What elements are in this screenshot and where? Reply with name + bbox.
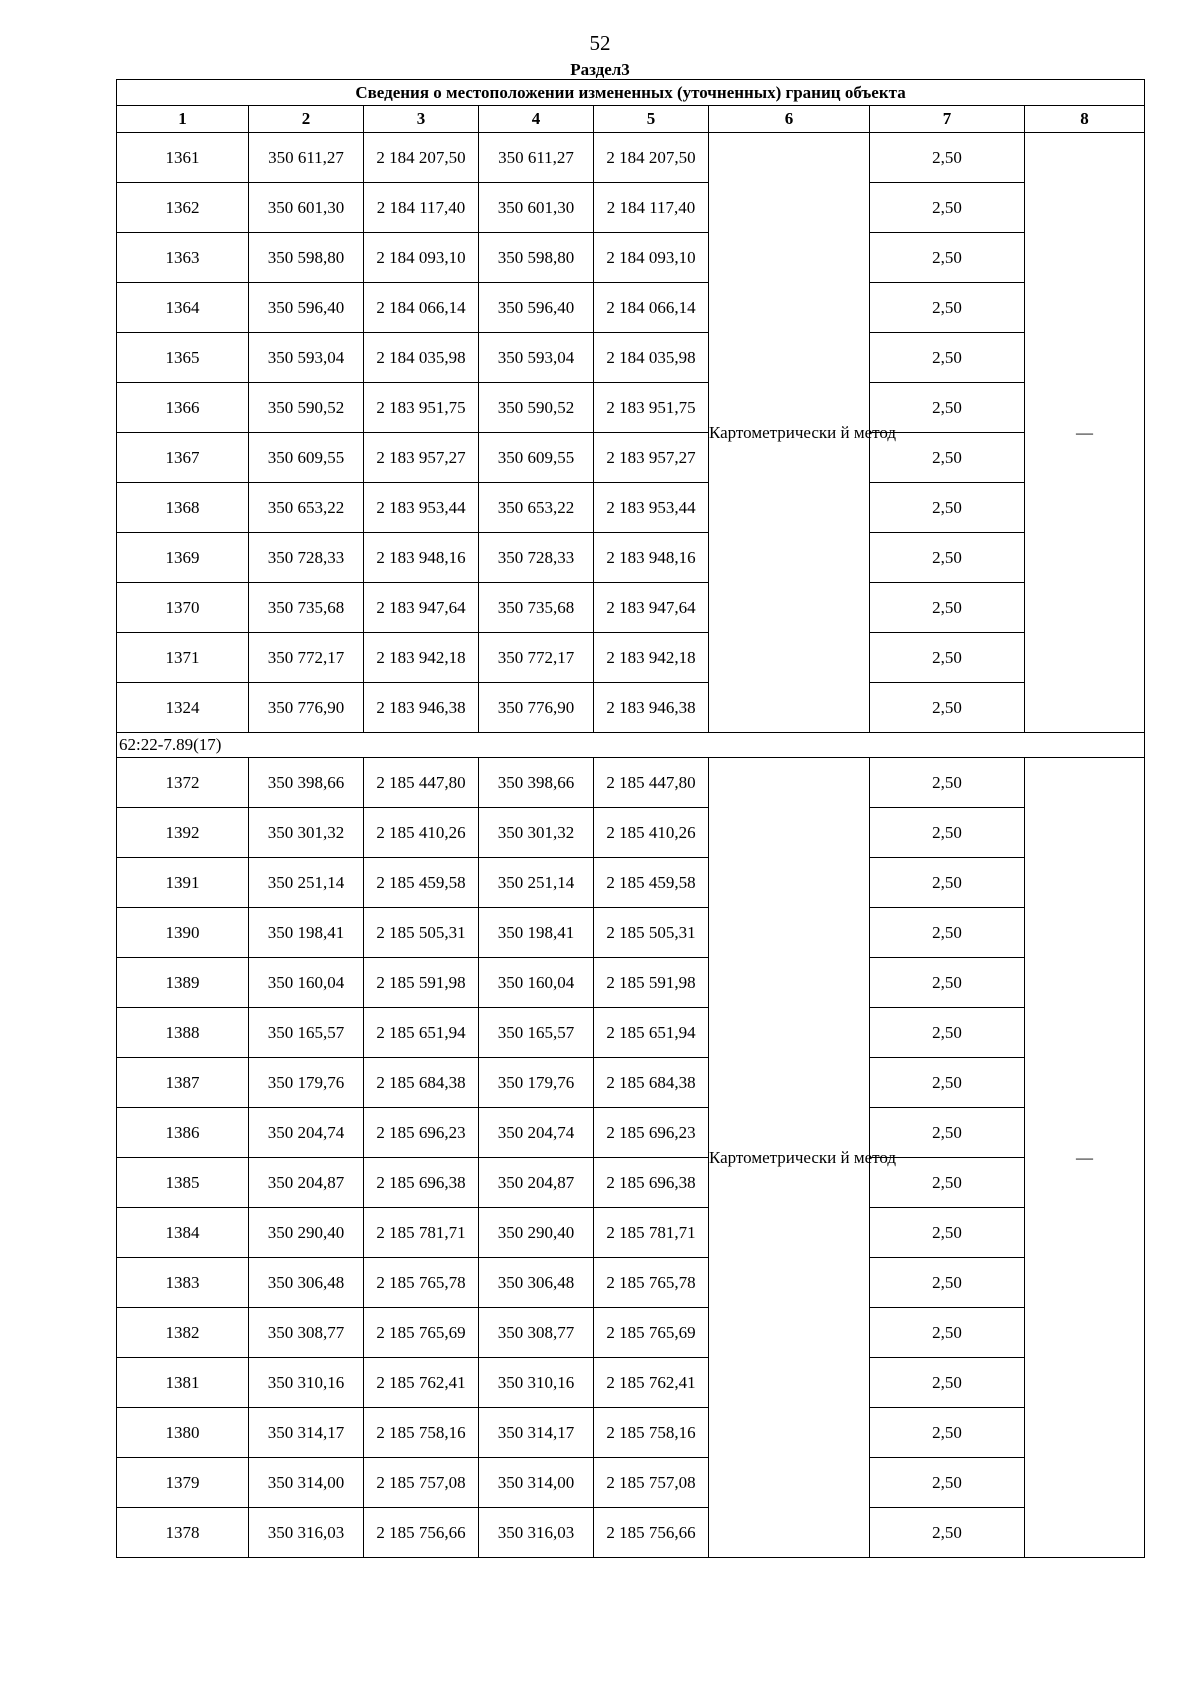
- y-existing-cell: 2 185 758,16: [364, 1408, 479, 1458]
- table-row: [117, 908, 1145, 958]
- accuracy-cell: 2,50: [870, 683, 1025, 733]
- y-existing-cell: 2 185 696,38: [364, 1158, 479, 1208]
- y-refined-cell: 2 185 696,23: [594, 1108, 709, 1158]
- point-number-cell: 1324: [117, 683, 249, 733]
- page-number: 52: [589, 31, 611, 55]
- x-existing-cell: 350 198,41: [249, 908, 364, 958]
- table-row: [117, 1008, 1145, 1058]
- x-refined-cell: 350 198,41: [479, 908, 594, 958]
- x-refined-cell: 350 590,52: [479, 383, 594, 433]
- x-existing-cell: 350 308,77: [249, 1308, 364, 1358]
- table-row: [117, 858, 1145, 908]
- column-header: 7: [870, 106, 1025, 133]
- y-existing-cell: 2 184 117,40: [364, 183, 479, 233]
- x-existing-cell: 350 160,04: [249, 958, 364, 1008]
- x-refined-cell: 350 204,74: [479, 1108, 594, 1158]
- y-refined-cell: 2 183 953,44: [594, 483, 709, 533]
- y-refined-cell: 2 185 459,58: [594, 858, 709, 908]
- x-existing-cell: 350 290,40: [249, 1208, 364, 1258]
- x-refined-cell: 350 316,03: [479, 1508, 594, 1558]
- column-8-cell: —: [1025, 758, 1145, 1558]
- point-number-cell: 1369: [117, 533, 249, 583]
- x-refined-cell: 350 179,76: [479, 1058, 594, 1108]
- y-existing-cell: 2 184 207,50: [364, 133, 479, 183]
- y-refined-cell: 2 183 948,16: [594, 533, 709, 583]
- accuracy-cell: 2,50: [870, 1108, 1025, 1158]
- x-existing-cell: 350 165,57: [249, 1008, 364, 1058]
- y-refined-cell: 2 184 035,98: [594, 333, 709, 383]
- accuracy-cell: 2,50: [870, 133, 1025, 183]
- x-refined-cell: 350 204,87: [479, 1158, 594, 1208]
- x-refined-cell: 350 398,66: [479, 758, 594, 808]
- section-title: Раздел3: [570, 60, 630, 79]
- accuracy-cell: 2,50: [870, 758, 1025, 808]
- cadastral-group-row: [117, 733, 1145, 758]
- accuracy-cell: 2,50: [870, 1408, 1025, 1458]
- table-body: [117, 133, 1145, 1558]
- accuracy-cell: 2,50: [870, 633, 1025, 683]
- x-refined-cell: 350 290,40: [479, 1208, 594, 1258]
- table-row: [117, 683, 1145, 733]
- table-row: [117, 1408, 1145, 1458]
- x-refined-cell: 350 593,04: [479, 333, 594, 383]
- column-header: 2: [249, 106, 364, 133]
- table-row: [117, 533, 1145, 583]
- y-existing-cell: 2 185 447,80: [364, 758, 479, 808]
- point-number-cell: 1362: [117, 183, 249, 233]
- table-row: [117, 1358, 1145, 1408]
- table-row: [117, 233, 1145, 283]
- cadastral-number-label: 62:22-7.89(17): [117, 733, 1145, 758]
- accuracy-cell: 2,50: [870, 1008, 1025, 1058]
- y-existing-cell: 2 184 066,14: [364, 283, 479, 333]
- y-existing-cell: 2 185 684,38: [364, 1058, 479, 1108]
- point-number-cell: 1367: [117, 433, 249, 483]
- y-existing-cell: 2 185 757,08: [364, 1458, 479, 1508]
- y-refined-cell: 2 184 066,14: [594, 283, 709, 333]
- y-refined-cell: 2 185 684,38: [594, 1058, 709, 1108]
- x-refined-cell: 350 314,17: [479, 1408, 594, 1458]
- y-refined-cell: 2 184 117,40: [594, 183, 709, 233]
- x-existing-cell: 350 776,90: [249, 683, 364, 733]
- table-row: [117, 183, 1145, 233]
- x-refined-cell: 350 251,14: [479, 858, 594, 908]
- point-number-cell: 1372: [117, 758, 249, 808]
- x-refined-cell: 350 160,04: [479, 958, 594, 1008]
- column-header: 1: [117, 106, 249, 133]
- y-refined-cell: 2 183 947,64: [594, 583, 709, 633]
- x-refined-cell: 350 308,77: [479, 1308, 594, 1358]
- y-existing-cell: 2 184 035,98: [364, 333, 479, 383]
- y-refined-cell: 2 185 756,66: [594, 1508, 709, 1558]
- y-existing-cell: 2 185 765,69: [364, 1308, 479, 1358]
- table-row: [117, 1208, 1145, 1258]
- accuracy-cell: 2,50: [870, 858, 1025, 908]
- y-existing-cell: 2 185 651,94: [364, 1008, 479, 1058]
- x-existing-cell: 350 590,52: [249, 383, 364, 433]
- point-number-cell: 1364: [117, 283, 249, 333]
- x-refined-cell: 350 601,30: [479, 183, 594, 233]
- table-caption-row: [117, 80, 1145, 106]
- table-row: [117, 1258, 1145, 1308]
- point-number-cell: 1390: [117, 908, 249, 958]
- x-existing-cell: 350 598,80: [249, 233, 364, 283]
- x-existing-cell: 350 316,03: [249, 1508, 364, 1558]
- x-refined-cell: 350 611,27: [479, 133, 594, 183]
- y-existing-cell: 2 183 942,18: [364, 633, 479, 683]
- x-existing-cell: 350 728,33: [249, 533, 364, 583]
- x-existing-cell: 350 251,14: [249, 858, 364, 908]
- y-existing-cell: 2 185 756,66: [364, 1508, 479, 1558]
- point-number-cell: 1388: [117, 1008, 249, 1058]
- table-row: [117, 433, 1145, 483]
- column-header: 6: [709, 106, 870, 133]
- y-existing-cell: 2 185 762,41: [364, 1358, 479, 1408]
- y-refined-cell: 2 185 762,41: [594, 1358, 709, 1408]
- y-existing-cell: 2 185 696,23: [364, 1108, 479, 1158]
- y-refined-cell: 2 185 591,98: [594, 958, 709, 1008]
- point-number-cell: 1384: [117, 1208, 249, 1258]
- x-refined-cell: 350 314,00: [479, 1458, 594, 1508]
- y-refined-cell: 2 185 447,80: [594, 758, 709, 808]
- table-row: [117, 133, 1145, 183]
- accuracy-cell: 2,50: [870, 283, 1025, 333]
- point-number-cell: 1381: [117, 1358, 249, 1408]
- point-number-cell: 1380: [117, 1408, 249, 1458]
- y-refined-cell: 2 185 651,94: [594, 1008, 709, 1058]
- y-refined-cell: 2 184 093,10: [594, 233, 709, 283]
- y-refined-cell: 2 185 410,26: [594, 808, 709, 858]
- point-number-cell: 1361: [117, 133, 249, 183]
- y-refined-cell: 2 183 957,27: [594, 433, 709, 483]
- x-existing-cell: 350 593,04: [249, 333, 364, 383]
- x-refined-cell: 350 609,55: [479, 433, 594, 483]
- x-existing-cell: 350 611,27: [249, 133, 364, 183]
- accuracy-cell: 2,50: [870, 383, 1025, 433]
- y-existing-cell: 2 183 953,44: [364, 483, 479, 533]
- column-header: 4: [479, 106, 594, 133]
- accuracy-cell: 2,50: [870, 233, 1025, 283]
- y-existing-cell: 2 183 951,75: [364, 383, 479, 433]
- table-row: [117, 283, 1145, 333]
- y-existing-cell: 2 183 948,16: [364, 533, 479, 583]
- x-refined-cell: 350 653,22: [479, 483, 594, 533]
- table-row: [117, 333, 1145, 383]
- accuracy-cell: 2,50: [870, 1508, 1025, 1558]
- x-existing-cell: 350 314,17: [249, 1408, 364, 1458]
- point-number-cell: 1391: [117, 858, 249, 908]
- x-existing-cell: 350 301,32: [249, 808, 364, 858]
- table-row: [117, 758, 1145, 808]
- x-refined-cell: 350 596,40: [479, 283, 594, 333]
- accuracy-cell: 2,50: [870, 533, 1025, 583]
- x-refined-cell: 350 310,16: [479, 1358, 594, 1408]
- y-existing-cell: 2 183 946,38: [364, 683, 479, 733]
- point-number-cell: 1371: [117, 633, 249, 683]
- y-existing-cell: 2 184 093,10: [364, 233, 479, 283]
- accuracy-cell: 2,50: [870, 333, 1025, 383]
- accuracy-cell: 2,50: [870, 583, 1025, 633]
- y-refined-cell: 2 185 765,69: [594, 1308, 709, 1358]
- x-refined-cell: 350 598,80: [479, 233, 594, 283]
- x-refined-cell: 350 165,57: [479, 1008, 594, 1058]
- x-refined-cell: 350 772,17: [479, 633, 594, 683]
- y-refined-cell: 2 183 942,18: [594, 633, 709, 683]
- column-8-cell: —: [1025, 133, 1145, 733]
- y-refined-cell: 2 183 946,38: [594, 683, 709, 733]
- point-number-cell: 1382: [117, 1308, 249, 1358]
- accuracy-cell: 2,50: [870, 808, 1025, 858]
- x-refined-cell: 350 306,48: [479, 1258, 594, 1308]
- accuracy-cell: 2,50: [870, 183, 1025, 233]
- point-number-cell: 1385: [117, 1158, 249, 1208]
- x-existing-cell: 350 596,40: [249, 283, 364, 333]
- table-caption: Сведения о местоположении измененных (уточненных) границ объекта: [117, 80, 1145, 106]
- table-row: [117, 1508, 1145, 1558]
- point-number-cell: 1389: [117, 958, 249, 1008]
- y-refined-cell: 2 185 757,08: [594, 1458, 709, 1508]
- accuracy-cell: 2,50: [870, 483, 1025, 533]
- x-existing-cell: 350 601,30: [249, 183, 364, 233]
- point-number-cell: 1378: [117, 1508, 249, 1558]
- x-existing-cell: 350 204,87: [249, 1158, 364, 1208]
- accuracy-cell: 2,50: [870, 1358, 1025, 1408]
- table-row: [117, 808, 1145, 858]
- accuracy-cell: 2,50: [870, 908, 1025, 958]
- column-header: 5: [594, 106, 709, 133]
- x-refined-cell: 350 776,90: [479, 683, 594, 733]
- table-row: [117, 1058, 1145, 1108]
- y-refined-cell: 2 185 758,16: [594, 1408, 709, 1458]
- x-existing-cell: 350 310,16: [249, 1358, 364, 1408]
- point-number-cell: 1386: [117, 1108, 249, 1158]
- table-row: [117, 1458, 1145, 1508]
- y-existing-cell: 2 185 781,71: [364, 1208, 479, 1258]
- accuracy-cell: 2,50: [870, 1308, 1025, 1358]
- point-number-cell: 1366: [117, 383, 249, 433]
- table-row: [117, 383, 1145, 433]
- x-existing-cell: 350 735,68: [249, 583, 364, 633]
- point-number-cell: 1392: [117, 808, 249, 858]
- y-existing-cell: 2 185 505,31: [364, 908, 479, 958]
- y-existing-cell: 2 185 765,78: [364, 1258, 479, 1308]
- x-existing-cell: 350 204,74: [249, 1108, 364, 1158]
- column-header: 3: [364, 106, 479, 133]
- point-number-cell: 1370: [117, 583, 249, 633]
- boundary-coordinates-table: [116, 79, 1145, 1558]
- x-refined-cell: 350 735,68: [479, 583, 594, 633]
- x-existing-cell: 350 179,76: [249, 1058, 364, 1108]
- point-number-cell: 1379: [117, 1458, 249, 1508]
- y-existing-cell: 2 185 459,58: [364, 858, 479, 908]
- point-number-cell: 1365: [117, 333, 249, 383]
- table-row: [117, 958, 1145, 1008]
- point-number-cell: 1387: [117, 1058, 249, 1108]
- y-existing-cell: 2 185 410,26: [364, 808, 479, 858]
- point-number-cell: 1368: [117, 483, 249, 533]
- table-row: [117, 1308, 1145, 1358]
- table-row: [117, 633, 1145, 683]
- table-row: [117, 1158, 1145, 1208]
- x-existing-cell: 350 398,66: [249, 758, 364, 808]
- x-existing-cell: 350 609,55: [249, 433, 364, 483]
- accuracy-cell: 2,50: [870, 433, 1025, 483]
- x-existing-cell: 350 653,22: [249, 483, 364, 533]
- y-refined-cell: 2 185 781,71: [594, 1208, 709, 1258]
- y-refined-cell: 2 185 696,38: [594, 1158, 709, 1208]
- y-refined-cell: 2 184 207,50: [594, 133, 709, 183]
- y-existing-cell: 2 183 957,27: [364, 433, 479, 483]
- x-refined-cell: 350 301,32: [479, 808, 594, 858]
- table-row: [117, 483, 1145, 533]
- method-cell: Картометрически й метод: [709, 133, 870, 733]
- column-header-row: [117, 106, 1145, 133]
- point-number-cell: 1363: [117, 233, 249, 283]
- accuracy-cell: 2,50: [870, 1058, 1025, 1108]
- table-row: [117, 1108, 1145, 1158]
- accuracy-cell: 2,50: [870, 1458, 1025, 1508]
- accuracy-cell: 2,50: [870, 1208, 1025, 1258]
- x-existing-cell: 350 314,00: [249, 1458, 364, 1508]
- point-number-cell: 1383: [117, 1258, 249, 1308]
- y-refined-cell: 2 183 951,75: [594, 383, 709, 433]
- x-refined-cell: 350 728,33: [479, 533, 594, 583]
- y-existing-cell: 2 183 947,64: [364, 583, 479, 633]
- accuracy-cell: 2,50: [870, 958, 1025, 1008]
- y-refined-cell: 2 185 505,31: [594, 908, 709, 958]
- method-cell: Картометрически й метод: [709, 758, 870, 1558]
- accuracy-cell: 2,50: [870, 1158, 1025, 1208]
- y-existing-cell: 2 185 591,98: [364, 958, 479, 1008]
- accuracy-cell: 2,50: [870, 1258, 1025, 1308]
- table-row: [117, 583, 1145, 633]
- column-header: 8: [1025, 106, 1145, 133]
- x-existing-cell: 350 306,48: [249, 1258, 364, 1308]
- y-refined-cell: 2 185 765,78: [594, 1258, 709, 1308]
- x-existing-cell: 350 772,17: [249, 633, 364, 683]
